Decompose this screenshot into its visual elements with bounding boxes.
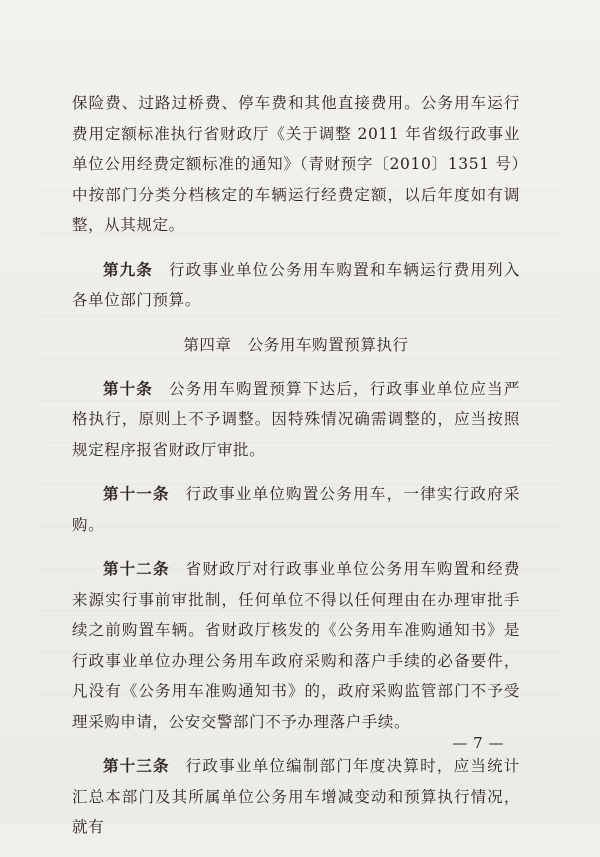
article-9 <box>72 255 520 316</box>
article-13 <box>72 751 520 843</box>
chapter-heading <box>72 330 520 360</box>
article-label: 第十二条 <box>103 560 170 578</box>
chapter-number: 第四章 <box>183 335 232 354</box>
paragraph-continued <box>72 88 520 241</box>
article-label: 第十三条 <box>103 757 170 775</box>
article-12 <box>72 554 520 737</box>
article-text: 行政事业单位购置公务用车，一律实行政府采购。 <box>72 485 520 534</box>
article-text: 省财政厅对行政事业单位公务用车购置和经费来源实行事前审批制，任何单位不得以任何理由在办理审批手续之前购置车辆。省财政厅核发的《公务用车准购通知书》是行政事业单位办理公务用车政府采购和落户手续的必备要件，凡没有《公务用车准购通知书》的，政府采购监管部门不予受理采购申请，公安交警部门不予办理落户手续。 <box>72 560 520 731</box>
article-label: 第十条 <box>103 379 153 398</box>
article-text: 行政事业单位公务用车购置和车辆运行费用列入各单位部门预算。 <box>72 260 520 309</box>
page-number: — 7 — <box>452 734 504 752</box>
article-10 <box>72 374 520 466</box>
article-label: 第十一条 <box>103 485 170 503</box>
paragraph-text: 保险费、过路过桥费、停车费和其他直接费用。公务用车运行费用定额标准执行省财政厅《关于调整 2011 年省级行政事业单位公用经费定额标准的通知》（青财预字〔2010〕1351 号）中按部门分类分档核定的车辆运行经费定额，以后年度如有调整，从其规定。 <box>72 94 520 234</box>
article-text: 行政事业单位编制部门年度决算时，应当统计汇总本部门及其所属单位公务用车增减变动和预算执行情况，就有 <box>72 757 520 836</box>
chapter-title: 公务用车购置预算执行 <box>247 335 409 354</box>
article-11 <box>72 479 520 540</box>
article-label: 第九条 <box>103 260 153 279</box>
article-text: 公务用车购置预算下达后，行政事业单位应当严格执行，原则上不予调整。因特殊情况确需调整的，应当按照规定程序报省财政厅审批。 <box>72 379 520 459</box>
